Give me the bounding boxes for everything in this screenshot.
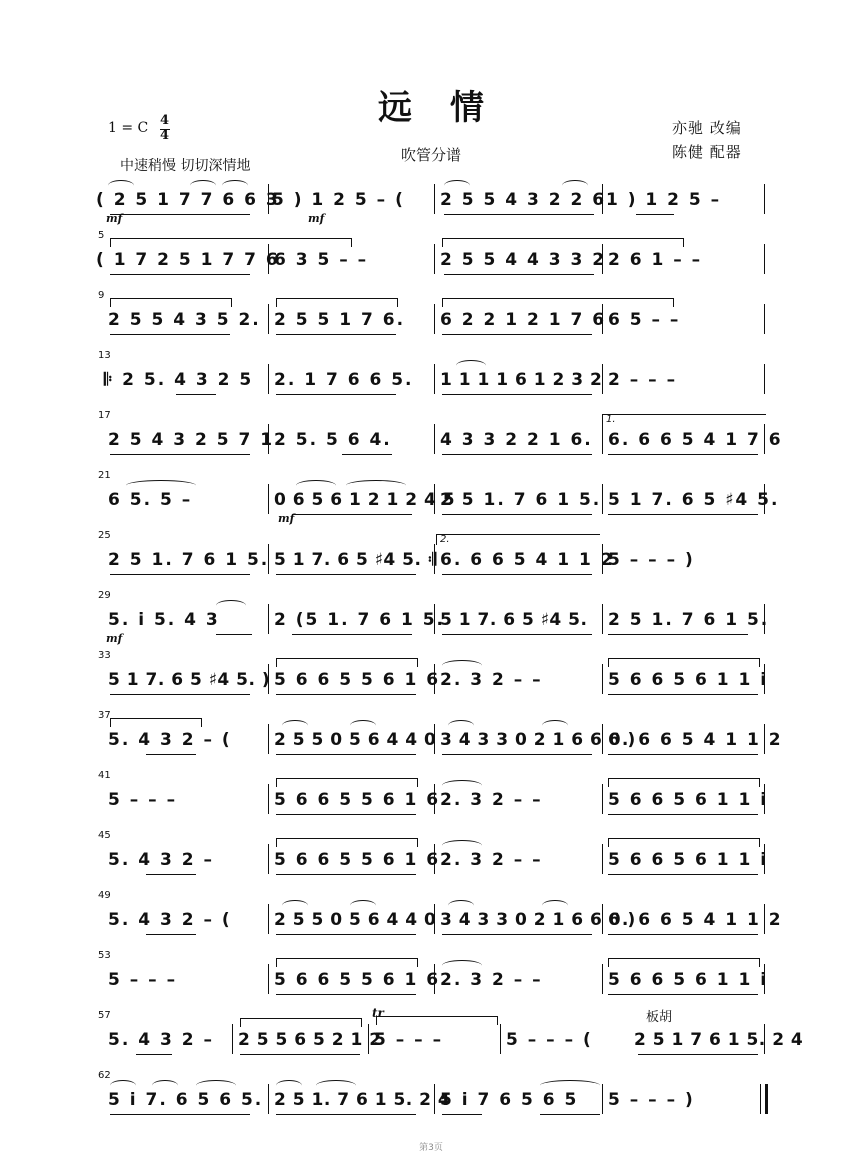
- bar-line: [764, 364, 765, 394]
- bar-line: [434, 664, 435, 694]
- phrase-bracket: [276, 298, 398, 307]
- measure: 2 5 1. 7 6 1 5.: [608, 610, 770, 630]
- page-title: 远情: [378, 88, 522, 128]
- bar-line: [434, 484, 435, 514]
- measure-number: 25: [98, 530, 111, 541]
- time-signature-bottom: 4: [160, 128, 170, 143]
- measure: 5 – – –: [108, 970, 178, 990]
- bar-line: [764, 184, 765, 214]
- bar-line: [434, 1084, 435, 1114]
- bar-line: [602, 1084, 603, 1114]
- bar-line: [764, 784, 765, 814]
- measure: 5 i 7 6 5 6 5: [440, 1090, 579, 1110]
- score-system: [96, 230, 766, 298]
- bar-line: [434, 784, 435, 814]
- underline: [276, 754, 416, 755]
- measure: 5 – – –: [374, 1030, 444, 1050]
- bar-line: [602, 484, 603, 514]
- tempo-marking: 中速稍慢 切切深情地: [120, 158, 251, 174]
- bar-line: [602, 724, 603, 754]
- bar-line: [764, 904, 765, 934]
- phrase-bracket: [110, 238, 352, 247]
- slur: [442, 840, 482, 851]
- underline: [608, 874, 758, 875]
- trill-line: [376, 1016, 498, 1025]
- score-system: [96, 770, 769, 838]
- dynamic-mf: mf: [106, 632, 123, 645]
- measure: 5 1 7. 6 5 ♯4 5. 𝄇: [274, 550, 437, 570]
- phrase-bracket: [442, 238, 684, 247]
- measure: 5 6 6 5 5 6 1 6: [274, 790, 441, 810]
- underline: [444, 274, 594, 275]
- measure: ( 1 7 2 5 1 7 7 6: [96, 250, 280, 270]
- bar-line: [268, 964, 269, 994]
- underline: [276, 574, 416, 575]
- bar-line: [764, 304, 765, 334]
- underline: [240, 1054, 360, 1055]
- bar-line: [602, 904, 603, 934]
- bar-line: [602, 184, 603, 214]
- slur: [562, 180, 588, 191]
- bar-line: [764, 604, 765, 634]
- slur: [442, 780, 482, 791]
- measure-number: 45: [98, 830, 111, 841]
- measure: 2. 3 2 – –: [440, 790, 543, 810]
- measure-number: 9: [98, 290, 105, 301]
- measure-number: 5: [98, 230, 105, 241]
- slur: [542, 720, 568, 731]
- underline: [216, 634, 252, 635]
- measure-number: 29: [98, 590, 111, 601]
- instrument-cue: 板胡: [646, 1010, 673, 1025]
- underline: [636, 214, 674, 215]
- measure: 5 – – – ): [608, 1090, 695, 1110]
- measure: 2 5 1. 7 6 1 5. 2 4: [274, 1090, 451, 1110]
- phrase-bracket: [276, 958, 418, 967]
- slur: [448, 900, 474, 911]
- slur: [108, 180, 134, 191]
- measure: 3 4 3 3 0 2 1 6 6 0 ): [440, 910, 636, 930]
- measure: 6 2 2 1 2 1 7 6: [440, 310, 607, 330]
- slur: [282, 720, 308, 731]
- measure: 5 6 6 5 5 6 1 6: [274, 850, 441, 870]
- measure: 2. 3 2 – –: [440, 970, 543, 990]
- measure: 2 5 5 4 3 2 2 6: [440, 190, 607, 210]
- bar-line: [764, 844, 765, 874]
- bar-line: [434, 244, 435, 274]
- measure: 6 5. 5 –: [108, 490, 193, 510]
- underline: [110, 454, 250, 455]
- score-system: [96, 590, 770, 658]
- bar-line: [268, 304, 269, 334]
- slur: [442, 960, 482, 971]
- bar-line: [268, 604, 269, 634]
- measure: 2 5 5 0 5 6 4 4 0: [274, 910, 437, 930]
- bar-line: [268, 184, 269, 214]
- underline: [442, 454, 592, 455]
- bar-line: [268, 1084, 269, 1114]
- underline: [608, 694, 758, 695]
- underline: [442, 334, 592, 335]
- underline: [110, 334, 230, 335]
- measure: 5. 4 3 2 –: [108, 1030, 214, 1050]
- measure: 5 6 6 5 6 1 1 i: [608, 850, 769, 870]
- underline: [608, 994, 758, 995]
- page-number: 第3页: [419, 1143, 443, 1153]
- dynamic-mf: mf: [278, 512, 295, 525]
- underline: [176, 394, 216, 395]
- measure: 6 5 – –: [608, 310, 681, 330]
- slur: [276, 1080, 302, 1091]
- measure: 2 5 5 1 7 6.: [274, 310, 406, 330]
- underline: [276, 694, 416, 695]
- bar-line: [268, 724, 269, 754]
- measure: 6. 6 6 5 4 1 1 2: [608, 730, 783, 750]
- underline: [442, 634, 592, 635]
- measure: 2 5 1 7 6 1 5. 2 4: [634, 1030, 804, 1050]
- measure: 5. 4 3 2 –: [108, 850, 214, 870]
- slur: [296, 480, 336, 491]
- measure-number: 37: [98, 710, 111, 721]
- measure-number: 53: [98, 950, 111, 961]
- measure: 5. i 5. 4 3: [108, 610, 220, 630]
- underline: [110, 274, 250, 275]
- bar-line: [434, 184, 435, 214]
- slur: [442, 660, 482, 671]
- bar-line: [268, 544, 269, 574]
- underline: [146, 754, 196, 755]
- dynamic-mf: mf: [106, 212, 123, 225]
- underline: [276, 934, 416, 935]
- underline: [276, 994, 416, 995]
- score-system: [96, 890, 783, 958]
- bar-line: [268, 664, 269, 694]
- measure: 6. 6 6 5 4 1 1 2: [608, 910, 783, 930]
- underline: [608, 934, 758, 935]
- slur: [540, 1080, 600, 1091]
- bar-line: [368, 1024, 369, 1054]
- measure: 5 – – – (: [506, 1030, 593, 1050]
- measure: 5 1 7. 6 5 ♯4 5.: [440, 610, 588, 630]
- underline: [342, 454, 392, 455]
- underline: [608, 754, 758, 755]
- score-system: [96, 650, 769, 718]
- underline: [608, 634, 748, 635]
- dynamic-mf: mf: [308, 212, 325, 225]
- underline: [442, 574, 592, 575]
- underline: [608, 814, 758, 815]
- phrase-bracket: [608, 778, 760, 787]
- bar-line: [602, 244, 603, 274]
- volta-2: 2.: [436, 534, 600, 545]
- underline: [608, 514, 758, 515]
- underline: [540, 1114, 600, 1115]
- measure: 2 5. 5 6 4.: [274, 430, 392, 450]
- bar-line: [268, 784, 269, 814]
- measure: 2 5 1. 7 6 1 5.: [440, 490, 602, 510]
- slur: [222, 180, 248, 191]
- score-system: [96, 290, 766, 358]
- underline: [292, 634, 412, 635]
- measure: 5 ) 1 2 5 – (: [272, 190, 405, 210]
- measure: 5 6 6 5 6 1 1 i: [608, 790, 769, 810]
- bar-line: [434, 964, 435, 994]
- bar-line: [602, 424, 603, 454]
- underline: [276, 814, 416, 815]
- measure-number: 33: [98, 650, 111, 661]
- underline: [442, 514, 592, 515]
- bar-line: [268, 244, 269, 274]
- bar-line: [434, 364, 435, 394]
- underline: [276, 874, 416, 875]
- score-system: [96, 710, 783, 778]
- underline: [110, 1114, 250, 1115]
- bar-line: [760, 1084, 761, 1114]
- slur: [282, 900, 308, 911]
- measure: 5 1 7. 6 5 ♯4 5. ): [108, 670, 271, 690]
- underline: [110, 574, 250, 575]
- measure: 4 3 3 2 2 1 6.: [440, 430, 593, 450]
- bar-line: [268, 424, 269, 454]
- underline: [444, 214, 594, 215]
- measure: ( 2 5 1 7 7 6 6 3: [96, 190, 280, 210]
- score-system: [96, 1006, 804, 1078]
- slur: [350, 720, 376, 731]
- bar-line: [602, 664, 603, 694]
- measure: 6 3 5 – –: [274, 250, 369, 270]
- phrase-bracket: [276, 778, 418, 787]
- bar-line: [434, 604, 435, 634]
- score-system: [96, 1070, 766, 1138]
- measure: 2 6 1 – –: [608, 250, 703, 270]
- bar-line: [268, 364, 269, 394]
- measure-number: 41: [98, 770, 111, 781]
- underline: [146, 874, 196, 875]
- measure: 2 5 5 4 4 3 3 2: [440, 250, 607, 270]
- phrase-bracket: [240, 1018, 362, 1027]
- phrase-bracket: [608, 658, 760, 667]
- bar-line: [268, 484, 269, 514]
- measure-number: 62: [98, 1070, 111, 1081]
- measure: 1 ) 1 2 5 –: [606, 190, 722, 210]
- measure-number: 21: [98, 470, 111, 481]
- measure: 𝄆 2 5. 4 3 2 5: [104, 370, 254, 390]
- measure: 5 6 6 5 5 6 1 6: [274, 970, 441, 990]
- slur: [542, 900, 568, 911]
- bar-line: [602, 364, 603, 394]
- measure-number: 57: [98, 1010, 111, 1021]
- bar-line: [764, 964, 765, 994]
- measure: 5 – – – ): [608, 550, 695, 570]
- bar-line: [602, 544, 603, 574]
- underline: [136, 1054, 172, 1055]
- underline: [442, 394, 592, 395]
- slur: [126, 480, 196, 491]
- phrase-bracket: [276, 838, 418, 847]
- measure: 2 5 5 6 5 2 1 2: [238, 1030, 382, 1050]
- bar-line: [602, 304, 603, 334]
- phrase-bracket: [442, 298, 674, 307]
- bar-line: [232, 1024, 233, 1054]
- bar-line: [434, 304, 435, 334]
- phrase-bracket: [608, 958, 760, 967]
- bar-line: [764, 724, 765, 754]
- measure: 5. 4 3 2 – (: [108, 910, 232, 930]
- measure: 2 5 5 4 3 5 2.: [108, 310, 261, 330]
- phrase-bracket: [276, 658, 418, 667]
- score-system: [96, 350, 766, 418]
- measure: 6. 6 6 5 4 1 1 2: [440, 550, 615, 570]
- slur: [346, 480, 406, 491]
- slur: [152, 1080, 178, 1091]
- measure: 0 6 5 6 1 2 1 2 4 5: [274, 490, 456, 510]
- measure: 1 1 1 1 6 1 2 3 2: [440, 370, 603, 390]
- measure: 2. 3 2 – –: [440, 670, 543, 690]
- score-system: [96, 410, 783, 478]
- measure-number: 49: [98, 890, 111, 901]
- bar-line: [268, 844, 269, 874]
- score-system: [96, 830, 769, 898]
- bar-line: [434, 844, 435, 874]
- bar-line: [434, 544, 435, 574]
- underline: [608, 454, 758, 455]
- measure: 2. 3 2 – –: [440, 850, 543, 870]
- underline: [276, 334, 396, 335]
- underline: [442, 754, 592, 755]
- trill-mark: tr: [372, 1006, 384, 1020]
- underline: [276, 1114, 416, 1115]
- measure: 2. 1 7 6 6 5.: [274, 370, 414, 390]
- bar-line: [764, 484, 765, 514]
- final-bar-line: [765, 1084, 768, 1114]
- bar-line: [764, 664, 765, 694]
- phrase-bracket: [608, 838, 760, 847]
- measure-number: 17: [98, 410, 111, 421]
- slur: [350, 900, 376, 911]
- bar-line: [434, 424, 435, 454]
- measure: 2 5 1. 7 6 1 5.: [108, 550, 270, 570]
- key-signature: 1 = C: [108, 120, 149, 136]
- measure: 5 1 7. 6 5 ♯4 5.: [608, 490, 780, 510]
- slur: [448, 720, 474, 731]
- slur: [190, 180, 216, 191]
- measure: 5 – – –: [108, 790, 178, 810]
- measure: 5 i 7. 6 5 6 5.: [108, 1090, 264, 1110]
- bar-line: [602, 604, 603, 634]
- measure: 5 6 6 5 5 6 1 6: [274, 670, 441, 690]
- measure: 2 (5 1. 7 6 1 5.: [274, 610, 445, 630]
- measure: 5 6 6 5 6 1 1 i: [608, 970, 769, 990]
- underline: [292, 514, 412, 515]
- bar-line: [434, 904, 435, 934]
- measure: 6. 6 6 5 4 1 7 6: [608, 430, 783, 450]
- underline: [110, 694, 250, 695]
- underline: [442, 934, 592, 935]
- orchestrator-credit: 陈健 配器: [672, 143, 742, 161]
- measure: 3 4 3 3 0 2 1 6 6 0 ): [440, 730, 636, 750]
- time-signature-top: 4: [160, 113, 170, 128]
- bar-line: [268, 904, 269, 934]
- measure: 2 5 5 0 5 6 4 4 0: [274, 730, 437, 750]
- part-subtitle: 吹管分谱: [400, 146, 461, 164]
- underline: [276, 394, 396, 395]
- slur: [316, 1080, 356, 1091]
- slur: [196, 1080, 236, 1091]
- slur: [110, 1080, 136, 1091]
- slur: [216, 600, 246, 611]
- arranger-credit: 亦驰 改编: [672, 119, 742, 137]
- score-system: [96, 530, 766, 598]
- bar-line: [764, 1024, 765, 1054]
- bar-line: [764, 244, 765, 274]
- measure: 2 5 4 3 2 5 7 1: [108, 430, 275, 450]
- bar-line: [602, 964, 603, 994]
- measure: 5 6 6 5 6 1 1 i: [608, 670, 769, 690]
- volta-1: 1.: [602, 414, 766, 425]
- score-system: [96, 178, 766, 238]
- bar-line: [764, 424, 765, 454]
- slur: [444, 180, 470, 191]
- underline: [638, 1054, 758, 1055]
- underline: [146, 934, 196, 935]
- bar-line: [500, 1024, 501, 1054]
- bar-line: [602, 784, 603, 814]
- phrase-bracket: [110, 718, 202, 727]
- phrase-bracket: [110, 298, 232, 307]
- score-system: [96, 470, 780, 538]
- underline: [442, 1114, 482, 1115]
- underline: [110, 214, 250, 215]
- measure-number: 13: [98, 350, 111, 361]
- bar-line: [602, 844, 603, 874]
- measure: 2 – – –: [608, 370, 678, 390]
- bar-line: [434, 724, 435, 754]
- slur: [456, 360, 486, 371]
- measure: 5. 4 3 2 – (: [108, 730, 232, 750]
